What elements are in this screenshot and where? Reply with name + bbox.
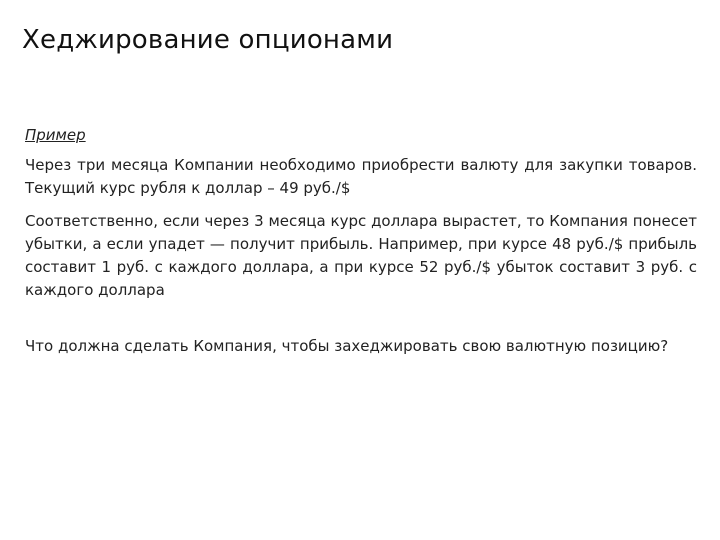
slide-body <box>25 124 697 358</box>
paragraph-risk-explanation: Соответственно, если через 3 месяца курс доллара вырастет, то Компания понесет убытки, а если упадет — получит прибыль. Например, при курсе 48 руб./$ прибыль составит 1 руб. с каждого доллара, а при курсе 52 руб./$ убыток составит 3 руб. с каждого доллара <box>25 212 697 299</box>
paragraph-purchase-need: Через три месяца Компании необходимо приобрести валюту для закупки товаров. Текущий курс рубля к доллар – 49 руб./$ <box>25 156 697 197</box>
slide-title: Хеджирование опционами <box>22 25 394 55</box>
example-label: Пример <box>25 126 86 144</box>
paragraph-question: Что должна сделать Компания, чтобы захеджировать свою валютную позицию? <box>25 337 669 355</box>
